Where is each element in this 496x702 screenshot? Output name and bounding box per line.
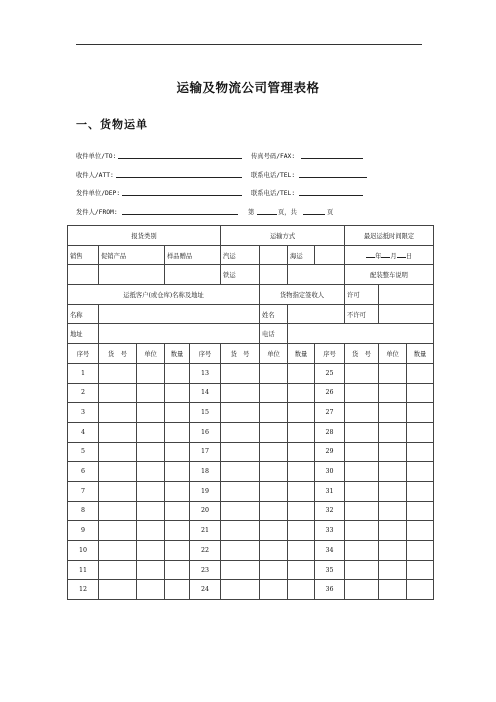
row-number: 8 xyxy=(68,501,99,521)
item-code-cell[interactable] xyxy=(99,521,137,541)
day-label: 日 xyxy=(405,253,412,261)
row-number: 9 xyxy=(68,521,99,541)
page-suffix: 页 xyxy=(327,209,334,216)
item-code-cell[interactable] xyxy=(99,403,137,423)
address-label: 地址 xyxy=(68,324,99,344)
row-number: 20 xyxy=(190,501,221,521)
item-code-cell[interactable] xyxy=(221,501,260,521)
item-code-cell[interactable] xyxy=(99,541,137,561)
unit-cell[interactable] xyxy=(137,481,165,501)
item-code-cell[interactable] xyxy=(345,403,379,423)
permit-checkbox[interactable] xyxy=(379,285,434,305)
unit-cell[interactable] xyxy=(379,580,407,600)
quantity-cell[interactable] xyxy=(165,521,190,541)
item-code-cell[interactable] xyxy=(99,363,137,383)
item-code-cell[interactable] xyxy=(221,442,260,462)
to-label: 收件单位/TO: xyxy=(76,153,117,160)
table-row xyxy=(68,363,434,383)
from-input-line[interactable] xyxy=(122,214,238,215)
promo-products-label: 促销产品 xyxy=(99,245,165,265)
row-number: 30 xyxy=(315,462,345,482)
page-total-line[interactable] xyxy=(303,214,325,215)
unit-cell[interactable] xyxy=(260,541,288,561)
quantity-cell[interactable] xyxy=(288,442,315,462)
row-number: 29 xyxy=(315,442,345,462)
row-number: 27 xyxy=(315,403,345,423)
row-number: 34 xyxy=(315,541,345,561)
quantity-cell[interactable] xyxy=(407,501,434,521)
quantity-cell[interactable] xyxy=(288,560,315,580)
quantity-cell[interactable] xyxy=(288,521,315,541)
table-row xyxy=(68,521,434,541)
waybill-table xyxy=(67,225,434,600)
row-number: 4 xyxy=(68,422,99,442)
quantity-cell[interactable] xyxy=(288,422,315,442)
quantity-cell[interactable] xyxy=(165,501,190,521)
unit-cell[interactable] xyxy=(260,442,288,462)
row-number: 19 xyxy=(190,481,221,501)
road-label: 汽运 xyxy=(221,245,260,265)
quantity-cell[interactable] xyxy=(407,383,434,403)
fax-label: 传真号码/FAX: xyxy=(251,153,296,160)
item-rows xyxy=(68,363,434,599)
rail-label: 铁运 xyxy=(221,265,260,285)
quantity-cell[interactable] xyxy=(407,422,434,442)
col-header: 单位 xyxy=(260,344,288,364)
col-header: 序号 xyxy=(68,344,99,364)
unit-cell[interactable] xyxy=(137,383,165,403)
quantity-cell[interactable] xyxy=(288,501,315,521)
quantity-cell[interactable] xyxy=(165,422,190,442)
col-header: 序号 xyxy=(315,344,345,364)
item-code-cell[interactable] xyxy=(99,462,137,482)
unit-cell[interactable] xyxy=(137,521,165,541)
row-number: 25 xyxy=(315,363,345,383)
item-code-cell[interactable] xyxy=(221,363,260,383)
unit-cell[interactable] xyxy=(379,422,407,442)
unit-cell[interactable] xyxy=(137,422,165,442)
col-header: 序号 xyxy=(190,344,221,364)
unit-cell[interactable] xyxy=(260,462,288,482)
quantity-cell[interactable] xyxy=(407,560,434,580)
designated-signer-header: 货物指定签收人 xyxy=(260,285,345,305)
item-code-cell[interactable] xyxy=(345,521,379,541)
col-header: 货 号 xyxy=(99,344,137,364)
item-code-cell[interactable] xyxy=(221,580,260,600)
item-code-cell[interactable] xyxy=(221,521,260,541)
row-number: 12 xyxy=(68,580,99,600)
item-code-cell[interactable] xyxy=(345,501,379,521)
item-code-cell[interactable] xyxy=(345,363,379,383)
item-code-cell[interactable] xyxy=(99,442,137,462)
quantity-cell[interactable] xyxy=(407,541,434,561)
row-number: 36 xyxy=(315,580,345,600)
row-number: 13 xyxy=(190,363,221,383)
section-heading: 一、货物运单 xyxy=(76,118,148,131)
item-code-cell[interactable] xyxy=(345,442,379,462)
consignee-header: 运抵客户(或仓库)名称及地址 xyxy=(68,285,260,305)
unit-cell[interactable] xyxy=(379,560,407,580)
unit-cell[interactable] xyxy=(379,462,407,482)
sea-checkbox[interactable] xyxy=(315,245,345,265)
col-header: 单位 xyxy=(379,344,407,364)
sea-label: 海运 xyxy=(288,245,315,265)
report-category-header: 报货类别 xyxy=(68,226,221,246)
from-label: 发件人/FROM: xyxy=(76,209,118,216)
item-code-cell[interactable] xyxy=(345,580,379,600)
unit-cell[interactable] xyxy=(379,363,407,383)
quantity-cell[interactable] xyxy=(165,403,190,423)
dep-input-line[interactable] xyxy=(122,195,242,196)
year-label: 年 xyxy=(375,253,382,261)
latest-arrival-header: 最迟运抵时间限定 xyxy=(345,226,434,246)
transport-mode-header: 运输方式 xyxy=(221,226,345,246)
quantity-cell[interactable] xyxy=(165,462,190,482)
unit-cell[interactable] xyxy=(260,580,288,600)
table-row xyxy=(68,481,434,501)
unit-cell[interactable] xyxy=(379,501,407,521)
item-code-cell[interactable] xyxy=(221,481,260,501)
name-cell[interactable] xyxy=(99,304,260,324)
unit-cell[interactable] xyxy=(260,521,288,541)
unit-cell[interactable] xyxy=(379,403,407,423)
item-code-cell[interactable] xyxy=(345,541,379,561)
unit-cell[interactable] xyxy=(260,501,288,521)
dep-label: 发件单位/DEP: xyxy=(76,190,121,197)
fax-input-line[interactable] xyxy=(301,158,363,159)
row-number: 11 xyxy=(68,560,99,580)
year-line[interactable] xyxy=(366,250,375,258)
quantity-cell[interactable] xyxy=(288,541,315,561)
quantity-cell[interactable] xyxy=(288,383,315,403)
row-number: 24 xyxy=(190,580,221,600)
sales-cell[interactable] xyxy=(68,265,99,285)
page-number-line[interactable] xyxy=(257,214,277,215)
promo-products-cell[interactable] xyxy=(99,265,165,285)
quantity-cell[interactable] xyxy=(407,521,434,541)
row-number: 6 xyxy=(68,462,99,482)
item-code-cell[interactable] xyxy=(99,580,137,600)
col-header: 货 号 xyxy=(345,344,379,364)
header-rule xyxy=(76,44,422,45)
unit-cell[interactable] xyxy=(260,422,288,442)
table-row xyxy=(68,442,434,462)
col-header: 数量 xyxy=(407,344,434,364)
quantity-cell[interactable] xyxy=(407,462,434,482)
quantity-cell[interactable] xyxy=(407,442,434,462)
to-input-line[interactable] xyxy=(118,158,242,159)
person-name-label: 姓名 xyxy=(260,304,288,324)
phone-label: 电话 xyxy=(260,324,288,344)
unit-cell[interactable] xyxy=(137,363,165,383)
document-title: 运输及物流公司管理表格 xyxy=(176,80,320,95)
att-label: 收件人/ATT: xyxy=(76,172,114,179)
row-number: 2 xyxy=(68,383,99,403)
row-number: 17 xyxy=(190,442,221,462)
item-code-cell[interactable] xyxy=(221,541,260,561)
row-number: 5 xyxy=(68,442,99,462)
row-number: 7 xyxy=(68,481,99,501)
unit-cell[interactable] xyxy=(379,521,407,541)
table-row xyxy=(68,462,434,482)
page-prefix: 第 xyxy=(248,209,255,216)
item-code-cell[interactable] xyxy=(99,481,137,501)
table-row xyxy=(68,422,434,442)
permit-label: 许可 xyxy=(345,285,379,305)
row-number: 21 xyxy=(190,521,221,541)
item-code-cell[interactable] xyxy=(221,383,260,403)
quantity-cell[interactable] xyxy=(288,481,315,501)
person-name-cell[interactable] xyxy=(288,304,345,324)
quantity-cell[interactable] xyxy=(407,363,434,383)
unit-cell[interactable] xyxy=(260,481,288,501)
item-code-cell[interactable] xyxy=(345,422,379,442)
unit-cell[interactable] xyxy=(137,560,165,580)
no-permit-checkbox[interactable] xyxy=(379,304,434,324)
tel1-input-line[interactable] xyxy=(299,177,367,178)
unit-cell[interactable] xyxy=(137,403,165,423)
item-code-cell[interactable] xyxy=(99,560,137,580)
row-number: 14 xyxy=(190,383,221,403)
item-code-cell[interactable] xyxy=(345,462,379,482)
row-number: 28 xyxy=(315,422,345,442)
row-number: 1 xyxy=(68,363,99,383)
unit-cell[interactable] xyxy=(137,442,165,462)
col-header: 数量 xyxy=(165,344,190,364)
col-header: 单位 xyxy=(137,344,165,364)
tel2-input-line[interactable] xyxy=(299,195,363,196)
row-number: 22 xyxy=(190,541,221,561)
table-row xyxy=(68,560,434,580)
item-code-cell[interactable] xyxy=(99,422,137,442)
quantity-cell[interactable] xyxy=(165,383,190,403)
item-code-cell[interactable] xyxy=(99,383,137,403)
unit-cell[interactable] xyxy=(379,442,407,462)
att-input-line[interactable] xyxy=(116,177,242,178)
address-cell[interactable] xyxy=(99,324,260,344)
unit-cell[interactable] xyxy=(137,580,165,600)
row-number: 10 xyxy=(68,541,99,561)
quantity-cell[interactable] xyxy=(165,560,190,580)
quantity-cell[interactable] xyxy=(165,580,190,600)
day-line[interactable] xyxy=(397,250,406,258)
quantity-cell[interactable] xyxy=(288,403,315,423)
row-number: 18 xyxy=(190,462,221,482)
name-label: 名称 xyxy=(68,304,99,324)
unit-cell[interactable] xyxy=(137,541,165,561)
sample-gifts-cell[interactable] xyxy=(165,265,221,285)
road-checkbox[interactable] xyxy=(260,245,288,265)
table-row xyxy=(68,383,434,403)
unit-cell[interactable] xyxy=(260,363,288,383)
arrival-date[interactable] xyxy=(345,245,434,265)
col-header: 数量 xyxy=(288,344,315,364)
col-header: 货 号 xyxy=(221,344,260,364)
unit-cell[interactable] xyxy=(137,501,165,521)
row-number: 32 xyxy=(315,501,345,521)
quantity-cell[interactable] xyxy=(288,462,315,482)
table-row xyxy=(68,580,434,600)
unit-cell[interactable] xyxy=(379,481,407,501)
row-number: 33 xyxy=(315,521,345,541)
row-number: 31 xyxy=(315,481,345,501)
row-number: 26 xyxy=(315,383,345,403)
unit-cell[interactable] xyxy=(260,560,288,580)
row-number: 16 xyxy=(190,422,221,442)
item-code-cell[interactable] xyxy=(221,462,260,482)
item-code-cell[interactable] xyxy=(221,403,260,423)
quantity-cell[interactable] xyxy=(165,442,190,462)
quantity-cell[interactable] xyxy=(165,481,190,501)
row-number: 35 xyxy=(315,560,345,580)
table-row xyxy=(68,403,434,423)
quantity-cell[interactable] xyxy=(165,363,190,383)
full-truck-note-label: 配装整车说明 xyxy=(345,265,434,285)
row-number: 15 xyxy=(190,403,221,423)
sample-gifts-label: 样品赠品 xyxy=(165,245,221,265)
item-code-cell[interactable] xyxy=(99,501,137,521)
row-number: 23 xyxy=(190,560,221,580)
item-code-cell[interactable] xyxy=(345,560,379,580)
item-code-cell[interactable] xyxy=(221,422,260,442)
unit-cell[interactable] xyxy=(379,541,407,561)
unit-cell[interactable] xyxy=(379,383,407,403)
unit-cell[interactable] xyxy=(137,462,165,482)
quantity-cell[interactable] xyxy=(407,580,434,600)
unit-cell[interactable] xyxy=(260,403,288,423)
no-permit-label: 不许可 xyxy=(345,304,379,324)
row-number: 3 xyxy=(68,403,99,423)
rail-checkbox[interactable] xyxy=(260,265,288,285)
quantity-cell[interactable] xyxy=(165,541,190,561)
unit-cell[interactable] xyxy=(260,383,288,403)
phone-cell[interactable] xyxy=(288,324,434,344)
sales-label: 销售 xyxy=(68,245,99,265)
quantity-cell[interactable] xyxy=(288,363,315,383)
tel1-label: 联系电话/TEL: xyxy=(251,172,296,179)
quantity-cell[interactable] xyxy=(407,481,434,501)
item-code-cell[interactable] xyxy=(345,481,379,501)
item-code-cell[interactable] xyxy=(221,560,260,580)
rail-extra-cell[interactable] xyxy=(288,265,345,285)
quantity-cell[interactable] xyxy=(407,403,434,423)
month-label: 月 xyxy=(390,253,397,261)
tel2-label: 联系电话/TEL: xyxy=(251,190,296,197)
table-row xyxy=(68,501,434,521)
item-column-headers xyxy=(68,344,434,364)
page-mid: 页，共 xyxy=(278,209,297,216)
table-row xyxy=(68,541,434,561)
item-code-cell[interactable] xyxy=(345,383,379,403)
quantity-cell[interactable] xyxy=(288,580,315,600)
